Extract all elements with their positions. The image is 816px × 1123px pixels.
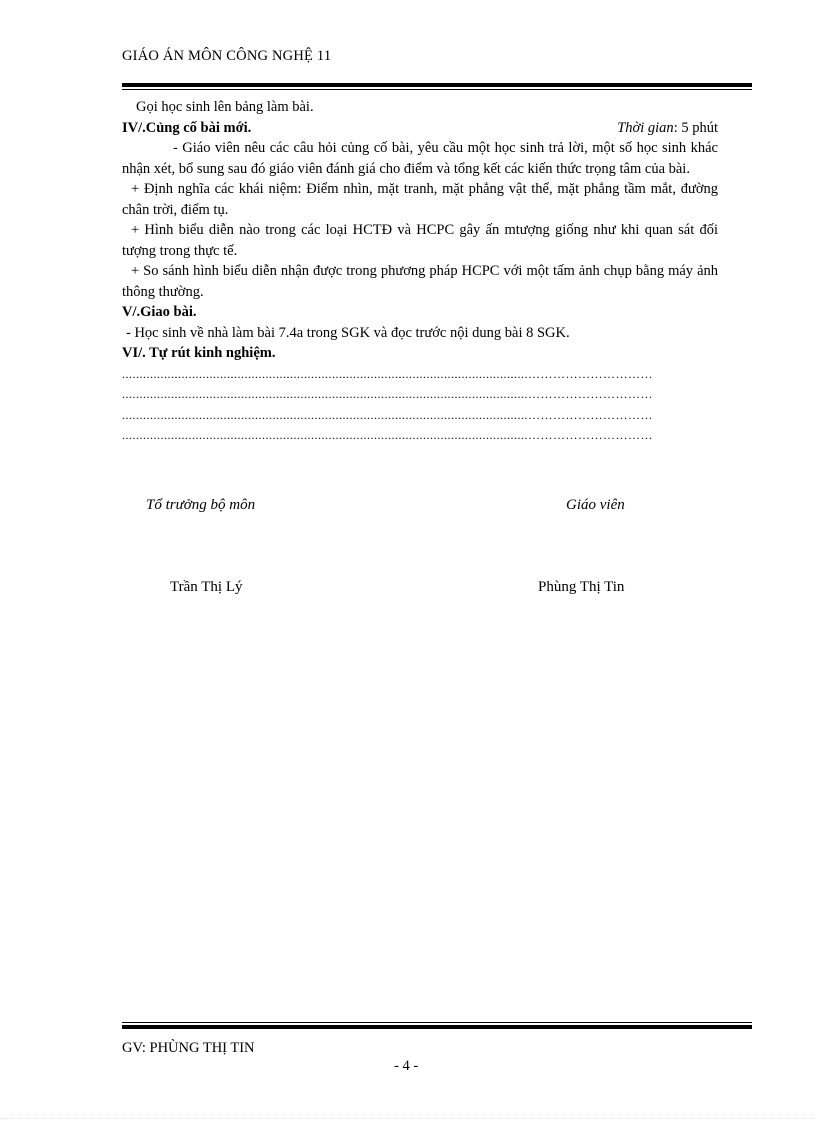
section-4-item-2: + Hình biểu diễn nào trong các loại HCTĐ và HCPC gây ấn mtượng giống như khi quan sát đối tượng trong thực tế. <box>122 222 718 259</box>
signature-right-name: Phùng Thị Tin <box>538 579 625 595</box>
footer-rule-thin <box>122 1022 752 1023</box>
section-5-heading: V/.Giao bài. <box>122 304 197 320</box>
time-value: : 5 phút <box>673 119 718 136</box>
page-number: - 4 - <box>394 1058 419 1074</box>
page-bottom-edge <box>0 1118 816 1120</box>
section-4-heading: IV/.Củng cố bài mới. <box>122 119 252 136</box>
section-6-heading: VI/. Tự rút kinh nghiệm. <box>122 345 276 361</box>
footer-teacher: GV: PHÙNG THỊ TIN <box>122 1040 255 1056</box>
section-4-heading-row <box>122 118 718 139</box>
intro-text: Gọi học sinh lên bảng làm bài. <box>136 99 314 115</box>
time-allocation <box>617 118 718 139</box>
experience-line: ....................................................................................................................………………………… <box>122 407 653 422</box>
section-4-item-3: + So sánh hình biểu diễn nhận được trong phương pháp HCPC với một tấm ảnh chụp bằng máy ảnh thông thường. <box>122 263 718 300</box>
experience-line: ....................................................................................................................………………………… <box>122 387 653 401</box>
lesson-body <box>122 97 718 446</box>
signature-right-title: Giáo viên <box>566 497 625 513</box>
section-4-paragraph: - Giáo viên nêu các câu hỏi củng cố bài, yêu cầu một học sinh trả lời, một số học sinh khác nhận xét, bổ sung sau đó giáo viên đánh giá cho điểm và tổng kết các kiến thức trọng tâm của bài. <box>122 140 718 177</box>
time-label: Thời gian <box>617 119 674 136</box>
signature-left-title: Tổ trưởng bộ môn <box>146 497 256 513</box>
header-rule-thin <box>122 89 752 90</box>
experience-line: ....................................................................................................................………………………… <box>122 428 653 442</box>
section-4-item-1: + Định nghĩa các khái niệm: Điểm nhìn, mặt tranh, mặt phẳng vật thể, mặt phẳng tầm mắt, đường chân trời, điểm tụ. <box>122 181 718 218</box>
page-header-title: GIÁO ÁN MÔN CÔNG NGHỆ 11 <box>122 48 332 64</box>
footer-rule-thick <box>122 1025 752 1029</box>
signature-left-name: Trần Thị Lý <box>170 579 243 595</box>
section-5-text: - Học sinh về nhà làm bài 7.4a trong SGK và đọc trước nội dung bài 8 SGK. <box>126 324 570 341</box>
header-rule-thick <box>122 83 752 87</box>
experience-line: ....................................................................................................................………………………… <box>122 366 653 381</box>
